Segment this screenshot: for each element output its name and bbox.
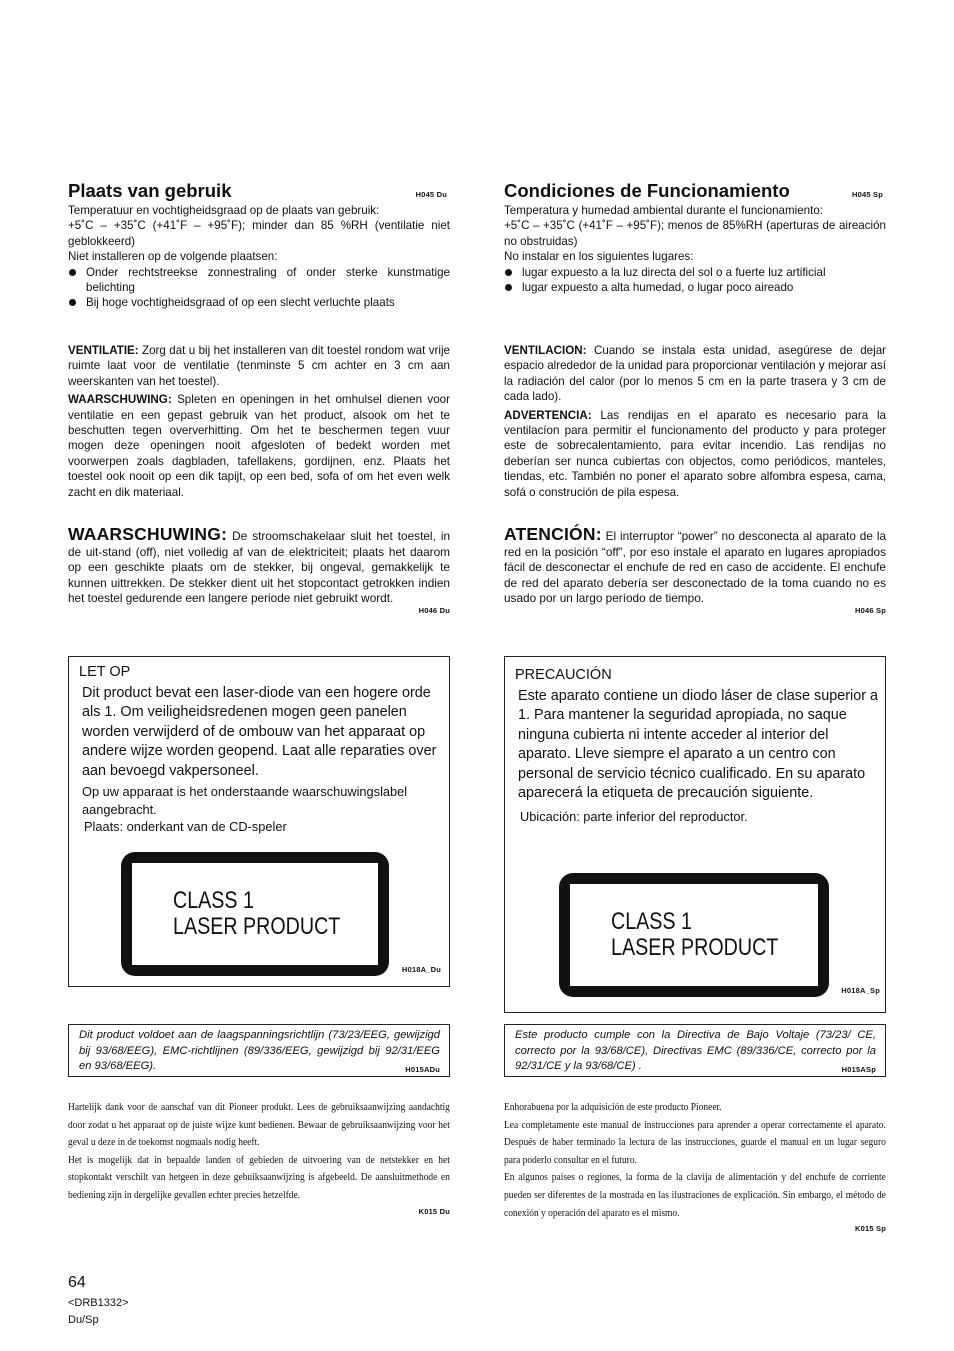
page-footer — [68, 1273, 129, 1328]
thanks-paragraph: Enhorabuena por la adquisición de este producto Pioneer. — [504, 1101, 722, 1113]
laser-caution-box-du — [68, 656, 450, 987]
laser-label — [559, 873, 829, 997]
section-code: H015ADu — [405, 1065, 440, 1075]
section-code: H046 Du — [418, 605, 450, 615]
list-item: lugar expuesto a la luz directa del sol o a fuerte luz artificial — [504, 265, 886, 280]
thanks-paragraph: Lea completamente este manual de instrucciones para aprender a operar correctamente el aparato. Después de haber terminado la lectura de las instrucciones, guarde el manual en un lugar seguro para poderlo consultar en el futuro. — [504, 1118, 886, 1166]
label-line: LASER PRODUCT — [173, 913, 341, 940]
power-warning-sp — [504, 524, 887, 615]
section-code: H018A_Sp — [841, 986, 880, 995]
warning-body: De stroomschakelaar sluit het toestel, in de uit-stand (off), niet volledig af van de elektriciteit; plaats het daarom op een geschikte plaats om de stekker, bij ongeval, gemakkelijk te kunnen uittrekken. De stekker dient uit het stopcontact getrokken indien het toestel gedurende een langere periode niet gebruikt wordt. — [68, 529, 451, 605]
usage-line: Niet installeren op de volgende plaatsen: — [68, 250, 278, 264]
ventilation-text: Zorg dat u bij het installeren van dit toestel rondom wat vrije ruimte laat voor de ventilatie (tenminste 5 cm achter en 3 cm aan weerskanten van het toestel). — [68, 344, 450, 388]
bullet-icon — [505, 269, 512, 276]
thanks-section-sp — [504, 1099, 886, 1233]
caution-title: PRECAUCIÓN — [515, 667, 612, 683]
caution-title: LET OP — [79, 664, 131, 680]
doc-code: <DRB1332> — [68, 1297, 129, 1309]
usage-line: +5˚C – +35˚C (+41˚F – +95˚F); menos de 85%RH (aperturas de aireación no obstruidas) — [504, 219, 886, 248]
usage-line: +5˚C – +35˚C (+41˚F – +95˚F); minder dan 85 %RH (ventilatie niet geblokkeerd) — [68, 219, 450, 248]
section-code: K015 Sp — [855, 1224, 886, 1234]
ventilation-label: VENTILACION: — [504, 344, 587, 357]
conformity-box-sp — [504, 1024, 886, 1077]
conformity-text: Dit product voldoet aan de laagspanningsrichtlijn (73/23/EEG, gewijzigd bij 93/68/EEG), EMC-richtlijnen (89/336/EEG, gewijzigd bij 92/31/EEG en 93/68/EEG). — [79, 1029, 440, 1073]
warning-text: Spleten en openingen in het omhulsel dienen voor ventilatie en een gepast gebruik van het product, alsook om het te beschutten tegen oververhitting. Om het te beschermen tegen vuur mogen deze openingen nooit afgesloten of bedekt worden met voorwerpen zoals dagbladen, tafellakens, gordijnen, enz. Plaats het toestel ook nooit op een dik tapijt, op een bed, sofa of om het even welk zacht en dik materiaal. — [68, 393, 450, 499]
ventilation-section-sp — [504, 343, 886, 503]
warning-body: El interruptor “power” no desconecta al aparato de la red en la posición “off”, por eso instale el aparato en lugares apropiados fácil de desconectar el enchufe de red en caso de accidente. El enchufe de red del aparato debería ser desconectado de la toma cuando no es usado por un largo período de tiempo. — [504, 529, 887, 605]
label-line: LASER PRODUCT — [611, 934, 779, 961]
section-code: H045 Sp — [852, 190, 883, 199]
bullet-icon — [69, 269, 76, 276]
power-warning-du — [68, 524, 451, 615]
language-code: Du/Sp — [68, 1314, 99, 1326]
label-line: CLASS 1 — [611, 908, 692, 935]
usage-section-sp — [504, 180, 886, 295]
section-code: K015 Du — [418, 1206, 450, 1216]
ventilation-section-du — [68, 343, 450, 503]
usage-section-du — [68, 180, 450, 311]
section-code: H015ASp — [841, 1065, 876, 1075]
warning-heading: WAARSCHUWING: — [68, 524, 228, 544]
ventilation-text: Cuando se instala esta unidad, asegúrese de dejar espacio alrededor de la unidad para proporcionar ventilación y mejorar así la radiación del calor (por lo menos 5 cm en la parte trasera y 3 cm de cada lado). — [504, 344, 886, 404]
usage-title: Condiciones de Funcionamiento — [504, 180, 790, 201]
caution-location: Plaats: onderkant van de CD-speler — [84, 819, 287, 835]
label-line: CLASS 1 — [173, 887, 254, 914]
usage-line: Temperatuur en vochtigheidsgraad op de plaats van gebruik: — [68, 204, 380, 217]
bullet-icon — [505, 284, 512, 291]
thanks-paragraph: En algunos países o regiones, la forma de la clavija de alimentación y del enchufe de corriente pueden ser diferentes de la mostrada en las ilustraciones de explicación. Sin embargo, el método de conexión y operación del aparato es el mismo. — [504, 1171, 886, 1219]
warning-text: Las rendijas en el aparato es necesario para la ventilacíon para permitir el funcionamento del producto y para proteger este de sobrecalentamiento, para evitar incendio. Las rendijas no deberían ser nunca cubiertas con objectos, como periódicos, manteles, tiendas, etc. También no poner el aparato sobre alfombra espesa, cama, sofá o construción de pila espesa. — [504, 408, 886, 499]
page-number: 64 — [68, 1274, 86, 1291]
bullet-icon — [69, 299, 76, 306]
warning-label: ADVERTENCIA: — [504, 408, 592, 422]
thanks-section-du — [68, 1099, 450, 1216]
laser-label — [121, 852, 389, 976]
conformity-text: Este producto cumple con la Directiva de Bajo Voltaje (73/23/ CE, correcto por la 93/68/CE), Directivas EMC (89/336/CE, correcto por la 92/31/CE y la 93/68/CE) . — [515, 1029, 876, 1073]
warning-label: WAARSCHUWING: — [68, 393, 172, 407]
caution-location: Ubicación: parte inferior del reproductor. — [520, 809, 748, 825]
usage-line: No instalar en los siguientes lugares: — [504, 250, 694, 264]
conformity-box-du — [68, 1024, 450, 1077]
section-code: H018A_Du — [401, 965, 441, 974]
section-code: H045 Du — [415, 190, 447, 199]
warning-heading: ATENCIÓN: — [504, 524, 602, 544]
list-item: Onder rechtstreekse zonnestraling of onder sterke kunstmatige belichting — [68, 265, 450, 296]
caution-body: Dit product bevat een laser-diode van een hogere orde als 1. Om veiligheidsredenen mogen geen panelen worden verwijderd of de ombouw van het apparaat op andere wijze worden geopend. Laat alle reparaties over aan bevoegd vakpersoneel. — [82, 685, 437, 779]
laser-caution-box-sp — [504, 656, 886, 1013]
caution-body: Este aparato contiene un diodo láser de clase superior a 1. Para mantener la seguridad apropiada, no saque ninguna cubierta ni intente acceder al interior del aparato. Lleve siempre el aparato a un centro con personal de servicio técnico cualificado. En su aparato aparecerá la etiqueta de precaución siguiente. — [518, 688, 878, 802]
section-code: H046 Sp — [855, 605, 886, 615]
caution-note: Op uw apparaat is het onderstaande waarschuwingslabel aangebracht. — [82, 784, 408, 817]
usage-line: Temperatura y humedad ambiental durante el funcionamiento: — [504, 204, 824, 217]
ventilation-label: VENTILATIE: — [68, 344, 139, 357]
thanks-paragraph: Het is mogelijk dat in bepaalde landen of gebieden de uitvoering van de netstekker en het stopkontakt verschilt van hetgeen in deze gebuiksaanwijzing is afgebeeld. De aansluitmethode en bediening zijn in dergelijke gevallen echter precies hetzelfde. — [68, 1153, 450, 1201]
usage-title: Plaats van gebruik — [68, 180, 232, 201]
list-item: Bij hoge vochtigheidsgraad of op een slecht verluchte plaats — [68, 295, 450, 310]
list-item: lugar expuesto a alta humedad, o lugar poco aireado — [504, 280, 886, 295]
thanks-paragraph: Hartelijk dank voor de aanschaf van dit Pioneer produkt. Lees de gebruiksaanwijzing aandachtig door zodat u het apparaat op de juiste wijze kunt bedienen. Bewaar de gebruiksaanwijzing voor het geval u deze in de toekomst nogmaals nodig heeft. — [68, 1101, 450, 1149]
